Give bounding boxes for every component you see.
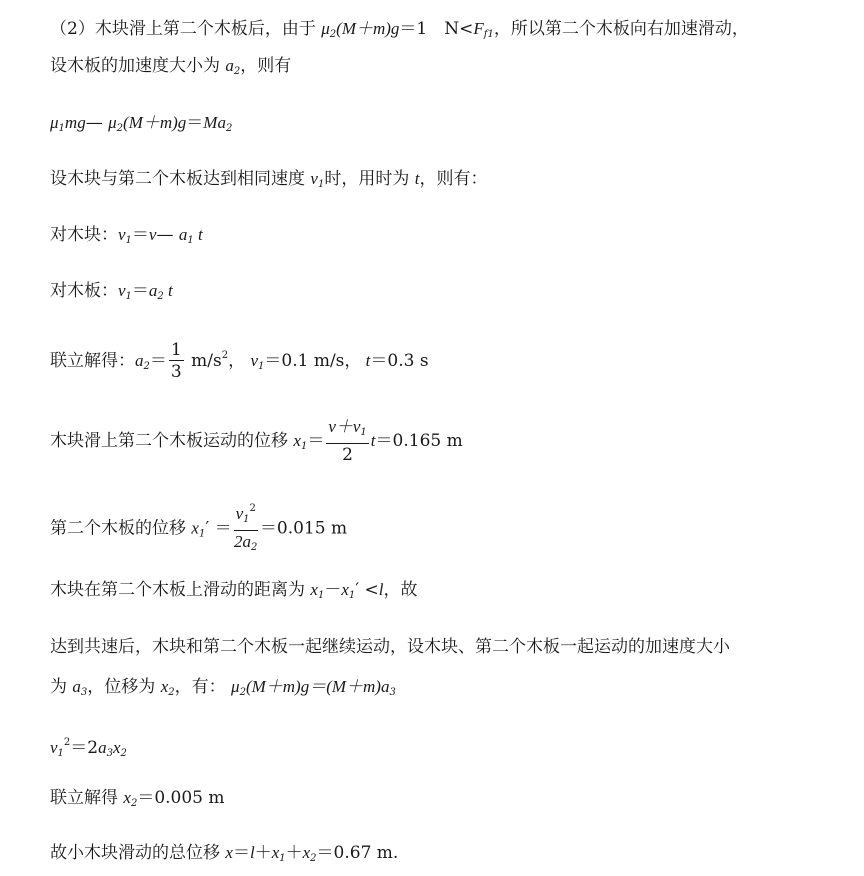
line-5: 对木块：$v_1=v—$ $a_1$ t <box>50 225 203 246</box>
line-4: 设木块与第二个木板达到相同速度 $v_1$时，用时为 t，则有： <box>50 169 488 190</box>
line-9: 第二个木板的位移 $x_1'$ ＝ $\frac{v_1^2}{2a_2}$ ＝0.015 m <box>50 499 347 559</box>
line-14: 联立解得 $x_2=0.005$ m <box>50 788 225 809</box>
fraction-average-velocity: $\frac{v+v_1}{2}$ <box>328 417 367 465</box>
line-15: 故小木块滑动的总位移 $x=l+x_1+x_2=0.67$ m. <box>50 843 399 864</box>
line-13: $v_1^2=2a_3x_2$ <box>50 737 127 759</box>
line-12: 为 $a_3$，位移为 $x_2$，有： $\mu_2(M+m)g=(M+m)a_3$ <box>50 677 396 698</box>
fraction-displacement: $\frac{v_1^2}{2a_2}$ <box>234 499 258 559</box>
fraction-one-third: $\frac{1}{3}$ <box>170 340 182 382</box>
line-8: 木块滑上第二个木板运动的位移 $x_1=$ $\frac{v+v_1}{2}$ t＝0.165 m <box>50 417 463 465</box>
line-6: 对木板：$v_1=a_2$ t <box>50 281 173 302</box>
line-1: （2）木块滑上第二个木板后，由于 $\mu_2(M+m)g=1$ $N<F_{f1}$，所以第二个木板向右加速滑动， <box>50 19 749 40</box>
line-11: 达到共速后，木块和第二个木板一起继续运动，设木块、第二个木板一起运动的加速度大小 <box>50 637 730 657</box>
line-3: $\mu_1mg—$ $\mu_2(M+m)g=Ma_2$ <box>50 113 233 134</box>
line-10: 木块在第二个木板上滑动的距离为 $x_1-x_1' <l$，故 <box>50 580 418 601</box>
line-7: 联立解得：$a_2=$ $\frac{1}{3}$ $m/s^2$， $v_1=0.1$ m/s， t＝0.3 s <box>50 340 429 382</box>
line-2: 设木板的加速度大小为 $a_2$，则有 <box>50 56 292 77</box>
